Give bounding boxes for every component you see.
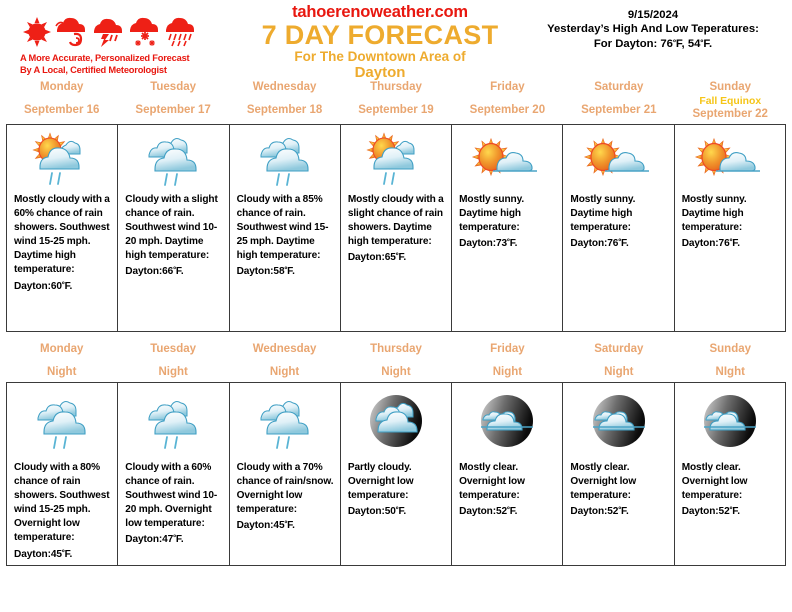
night-header-thursday <box>340 342 451 380</box>
night-day-name: Sunday <box>709 343 752 355</box>
day-special-label: Fall Equinox <box>699 95 762 107</box>
moon-behind-clouds-icon <box>341 383 451 457</box>
day-forecast-description: Cloudy with a slight chance of rain. Southwest wind 10-20 mph. Daytime high temperature: $Dayton:66^ºF$. <box>125 194 218 278</box>
day-date: September 21 <box>581 103 657 116</box>
day-date: September 20 <box>469 103 546 116</box>
night-forecast-description: Cloudy with a 70% chance of rain/snow. Overnight low temperature: $Dayton:45^ºF$. <box>236 462 334 532</box>
moon-thin-clouds-icon <box>675 383 785 457</box>
clouds-rain-icon <box>230 125 340 189</box>
night-day-name: Thursday <box>370 343 422 355</box>
night-suffix-label: Night <box>269 365 300 378</box>
night-suffix-label: Night <box>604 365 634 378</box>
day-name: Friday <box>490 81 525 93</box>
day-header-sunday <box>675 80 786 122</box>
night-forecast-description: Cloudy with a 60% chance of rain. Southwest wind 10-20 mph. Overnight low temperature: $Dayton:47^ºF$. <box>125 462 218 546</box>
day-forecast-description: Mostly cloudy with a 60% chance of rain showers. Southwest wind 15-25 mph. Daytime high temperature: $Dayton:60^ºF$. <box>14 194 110 292</box>
day-name: Wednesday <box>252 81 317 93</box>
day-name: Sunday <box>709 81 752 93</box>
yesterday-summary <box>522 8 784 51</box>
day-cells-row <box>6 124 786 332</box>
night-forecast-description: Partly cloudy. Overnight low temperature: $Dayton:50^ºF$. <box>347 462 414 518</box>
night-day-name: Wednesday <box>252 343 317 355</box>
day-forecast-cell <box>452 125 563 331</box>
sun-small-cloud-icon <box>452 125 562 189</box>
day-forecast-description: Cloudy with a 85% chance of rain. Southwest wind 15-25 mph. Daytime high temperature: $Dayton:58^ºF$. <box>236 194 329 278</box>
day-forecast-cell <box>341 125 452 331</box>
night-forecast-cell <box>118 383 229 565</box>
day-forecast-cell <box>230 125 341 331</box>
day-header-friday <box>452 80 563 122</box>
day-date: September 22 <box>692 107 768 120</box>
windy-cloud-icon <box>54 13 90 52</box>
sun-small-cloud-icon <box>675 125 785 189</box>
day-header-monday <box>6 80 117 122</box>
night-suffix-label: Night <box>158 365 188 378</box>
night-cells-row <box>6 382 786 566</box>
night-header-tuesday <box>117 342 228 380</box>
day-header-saturday <box>563 80 674 122</box>
rain-cloud-icon <box>164 13 198 52</box>
moon-thin-clouds-icon <box>563 383 673 457</box>
night-suffix-label: Night <box>381 365 411 378</box>
site-url[interactable]: tahoerenoweather.com <box>292 3 468 21</box>
day-header-row <box>6 80 786 124</box>
sun-behind-clouds-rain-icon <box>7 125 117 189</box>
night-forecast-cell <box>230 383 341 565</box>
sun-small-cloud-icon <box>563 125 673 189</box>
night-suffix-label: NIght <box>715 365 745 378</box>
night-forecast-cell <box>7 383 118 565</box>
night-forecast-cell <box>341 383 452 565</box>
thunderstorm-icon <box>92 13 126 52</box>
sun-behind-clouds-rain-icon <box>341 125 451 189</box>
night-forecast-cell <box>452 383 563 565</box>
day-forecast-cell <box>675 125 785 331</box>
night-day-name: Saturday <box>594 343 644 355</box>
day-forecast-description: Mostly sunny. Daytime high temperature: $Dayton:73^ºF$. <box>459 194 525 250</box>
night-day-name: Tuesday <box>150 343 197 355</box>
page-subtitle: For The Downtown Area of <box>294 49 466 64</box>
night-forecast-description: Cloudy with a 80% chance of rain showers. Southwest wind 15-25 mph. Overnight low temperature: $Dayton:45^ºF$. <box>14 462 110 560</box>
logo-tagline-line1: A More Accurate, Personalized Forecast <box>20 53 190 63</box>
day-forecast-cell <box>7 125 118 331</box>
day-forecast-section <box>0 80 792 332</box>
night-suffix-label: Night <box>492 365 523 378</box>
day-date: September 18 <box>246 103 323 116</box>
snow-cloud-icon <box>128 13 162 52</box>
day-name: Thursday <box>370 81 422 93</box>
day-header-wednesday <box>229 80 340 122</box>
day-header-tuesday <box>117 80 228 122</box>
day-date: September 19 <box>358 103 434 116</box>
night-forecast-description: Mostly clear. Overnight low temperature: $Dayton:52^ºF$. <box>459 462 525 518</box>
night-forecast-cell <box>563 383 674 565</box>
clouds-rain-icon <box>7 383 117 457</box>
logo-tagline <box>8 53 213 76</box>
forecast-date: 9/15/2024 <box>627 9 679 21</box>
sun-icon <box>22 15 52 52</box>
night-header-saturday <box>563 342 674 380</box>
clouds-rain-icon <box>118 125 228 189</box>
clouds-rain-icon <box>118 383 228 457</box>
page-location: Dayton <box>354 64 406 81</box>
night-header-monday <box>6 342 117 380</box>
page-header <box>0 0 792 80</box>
day-name: Monday <box>39 81 84 93</box>
moon-thin-clouds-icon <box>452 383 562 457</box>
logo-icon-strip <box>8 4 213 52</box>
night-header-wednesday <box>229 342 340 380</box>
night-header-friday <box>452 342 563 380</box>
day-name: Tuesday <box>150 81 197 93</box>
clouds-rain-icon <box>230 383 340 457</box>
day-forecast-cell <box>118 125 229 331</box>
day-name: Saturday <box>594 81 644 93</box>
night-header-sunday <box>675 342 786 380</box>
day-date: September 16 <box>23 103 100 116</box>
day-forecast-description: Mostly sunny. Daytime high temperature: $Dayton:76^ºF$. <box>681 194 747 250</box>
night-day-name: Friday <box>490 343 525 355</box>
page-title: 7 DAY FORECAST <box>261 20 499 50</box>
day-forecast-description: Mostly sunny. Daytime high temperature: $Dayton:76^ºF$. <box>570 194 636 250</box>
night-header-row <box>6 342 786 382</box>
day-date: September 17 <box>135 103 211 116</box>
night-suffix-label: Night <box>47 365 77 378</box>
night-day-name: Monday <box>39 343 84 355</box>
day-header-thursday <box>340 80 451 122</box>
yesterday-values: For Dayton: $76^ºF$, $54^ºF$. <box>593 38 713 50</box>
night-forecast-description: Mostly clear. Overnight low temperature: $Dayton:52^ºF$. <box>681 462 748 518</box>
day-forecast-cell <box>563 125 674 331</box>
night-forecast-cell <box>675 383 785 565</box>
logo-tagline-line2: By A Local, Certified Meteorologist <box>20 64 167 75</box>
night-forecast-description: Mostly clear. Overnight low temperature: $Dayton:52^ºF$. <box>570 462 637 518</box>
day-forecast-description: Mostly cloudy with a slight chance of rain showers. Daytime high temperature: $Dayton:65^ºF$. <box>347 194 444 264</box>
title-block <box>230 3 530 81</box>
night-forecast-section <box>0 342 792 566</box>
yesterday-label: Yesterday’s High And Low Teperatures: <box>547 23 759 35</box>
brand-logo <box>8 4 213 76</box>
